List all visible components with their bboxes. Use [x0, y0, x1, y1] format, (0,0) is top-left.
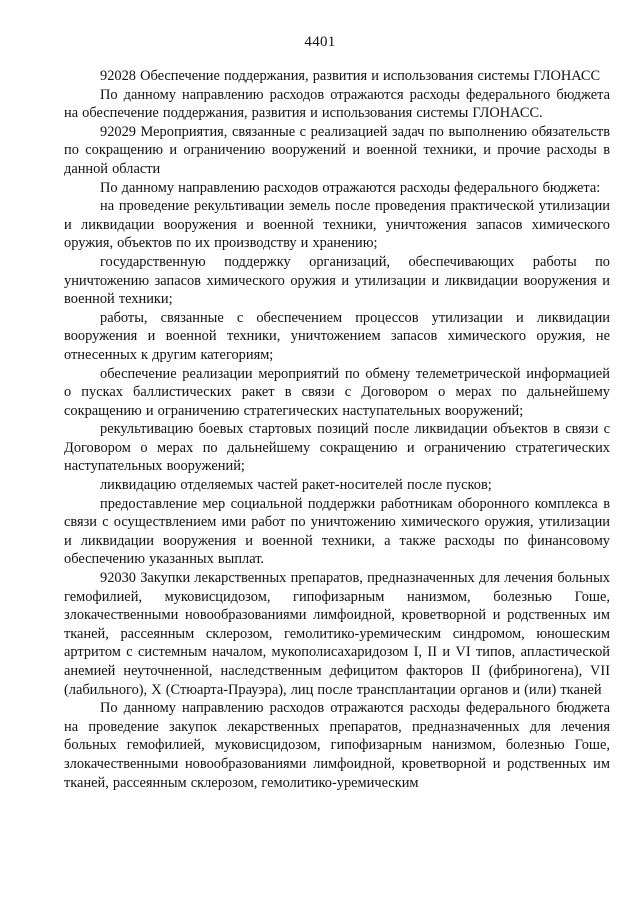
list-item: обеспечение реализации мероприятий по обмену телеметрической информацией о пусках баллистических ракет в связи с Договором о мерах по дальнейшему сокращению и ограничению стратегических наступательных вооружений;: [64, 365, 610, 419]
paragraph: По данному направлению расходов отражаются расходы федерального бюджета на проведение закупок лекарственных препаратов, предназначенных для лечения больных гемофилией, муковисцидозом, гипофизарным нанизмом, болезнью Гоше, злокачественными новообразованиями лимфоидной, кроветворной и родственных им тканей, рассеянным склерозом, гемолитико-уремическим: [64, 700, 610, 791]
list-item: государственную поддержку организаций, обеспечивающих работы по уничтожению запасов химического оружия и утилизации и ликвидации вооружения и военной техники;: [64, 253, 610, 308]
paragraph: По данному направлению расходов отражаются расходы федерального бюджета на обеспечение поддержания, развития и использования системы ГЛОНАСС.: [64, 86, 610, 122]
document-body: [64, 67, 610, 792]
section-heading-92030: 92030 Закупки лекарственных препаратов, предназначенных для лечения больных гемофилией, муковисцидозом, гипофизарным нанизмом, болезнью Гоше, злокачественными новообразованиями лимфоидной, кроветворной и родственных им тканей, рассеянным склерозом, гемолитико-уремическим синдромом, юношеским артритом с системным началом, мукополисахаридозом I, II и VI типов, апластической анемией неуточненной, наследственным дефицитом факторов II (фибриногена), VII (лабильного), X (Стюарта-Прауэра), лиц после трансплантации органов и (или) тканей: [64, 570, 610, 698]
section-heading-92029: 92029 Мероприятия, связанные с реализацией задач по выполнению обязательств по сокращению и ограничению вооружений и военной техники, и прочие расходы в данной области: [64, 123, 610, 177]
list-item: работы, связанные с обеспечением процессов утилизации и ликвидации вооружения и военной техники, уничтожением запасов химического оружия, не отнесенных к другим категориям;: [64, 309, 610, 363]
section-heading-92028: 92028 Обеспечение поддержания, развития и использования системы ГЛОНАСС: [100, 68, 601, 84]
paragraph: По данному направлению расходов отражаются расходы федерального бюджета:: [100, 179, 601, 196]
list-item: предоставление мер социальной поддержки работникам оборонного комплекса в связи с осуществлением ими работ по уничтожению химического оружия, утилизации и ликвидации вооружения и военной техники, а также расходы по финансовому обеспечению указанных выплат.: [64, 495, 610, 568]
page-number: 4401: [304, 34, 336, 50]
list-item: рекультивацию боевых стартовых позиций после ликвидации объектов в связи с Договором о мерах по дальнейшему сокращению и ограничению стратегических наступательных вооружений;: [64, 421, 610, 475]
list-item: ликвидацию отделяемых частей ракет-носителей после пусков;: [100, 477, 492, 494]
list-item: на проведение рекультивации земель после проведения практической утилизации и ликвидации вооружения и военной техники, уничтожения запасов химического оружия, объектов по их производству и хранению;: [64, 198, 610, 252]
